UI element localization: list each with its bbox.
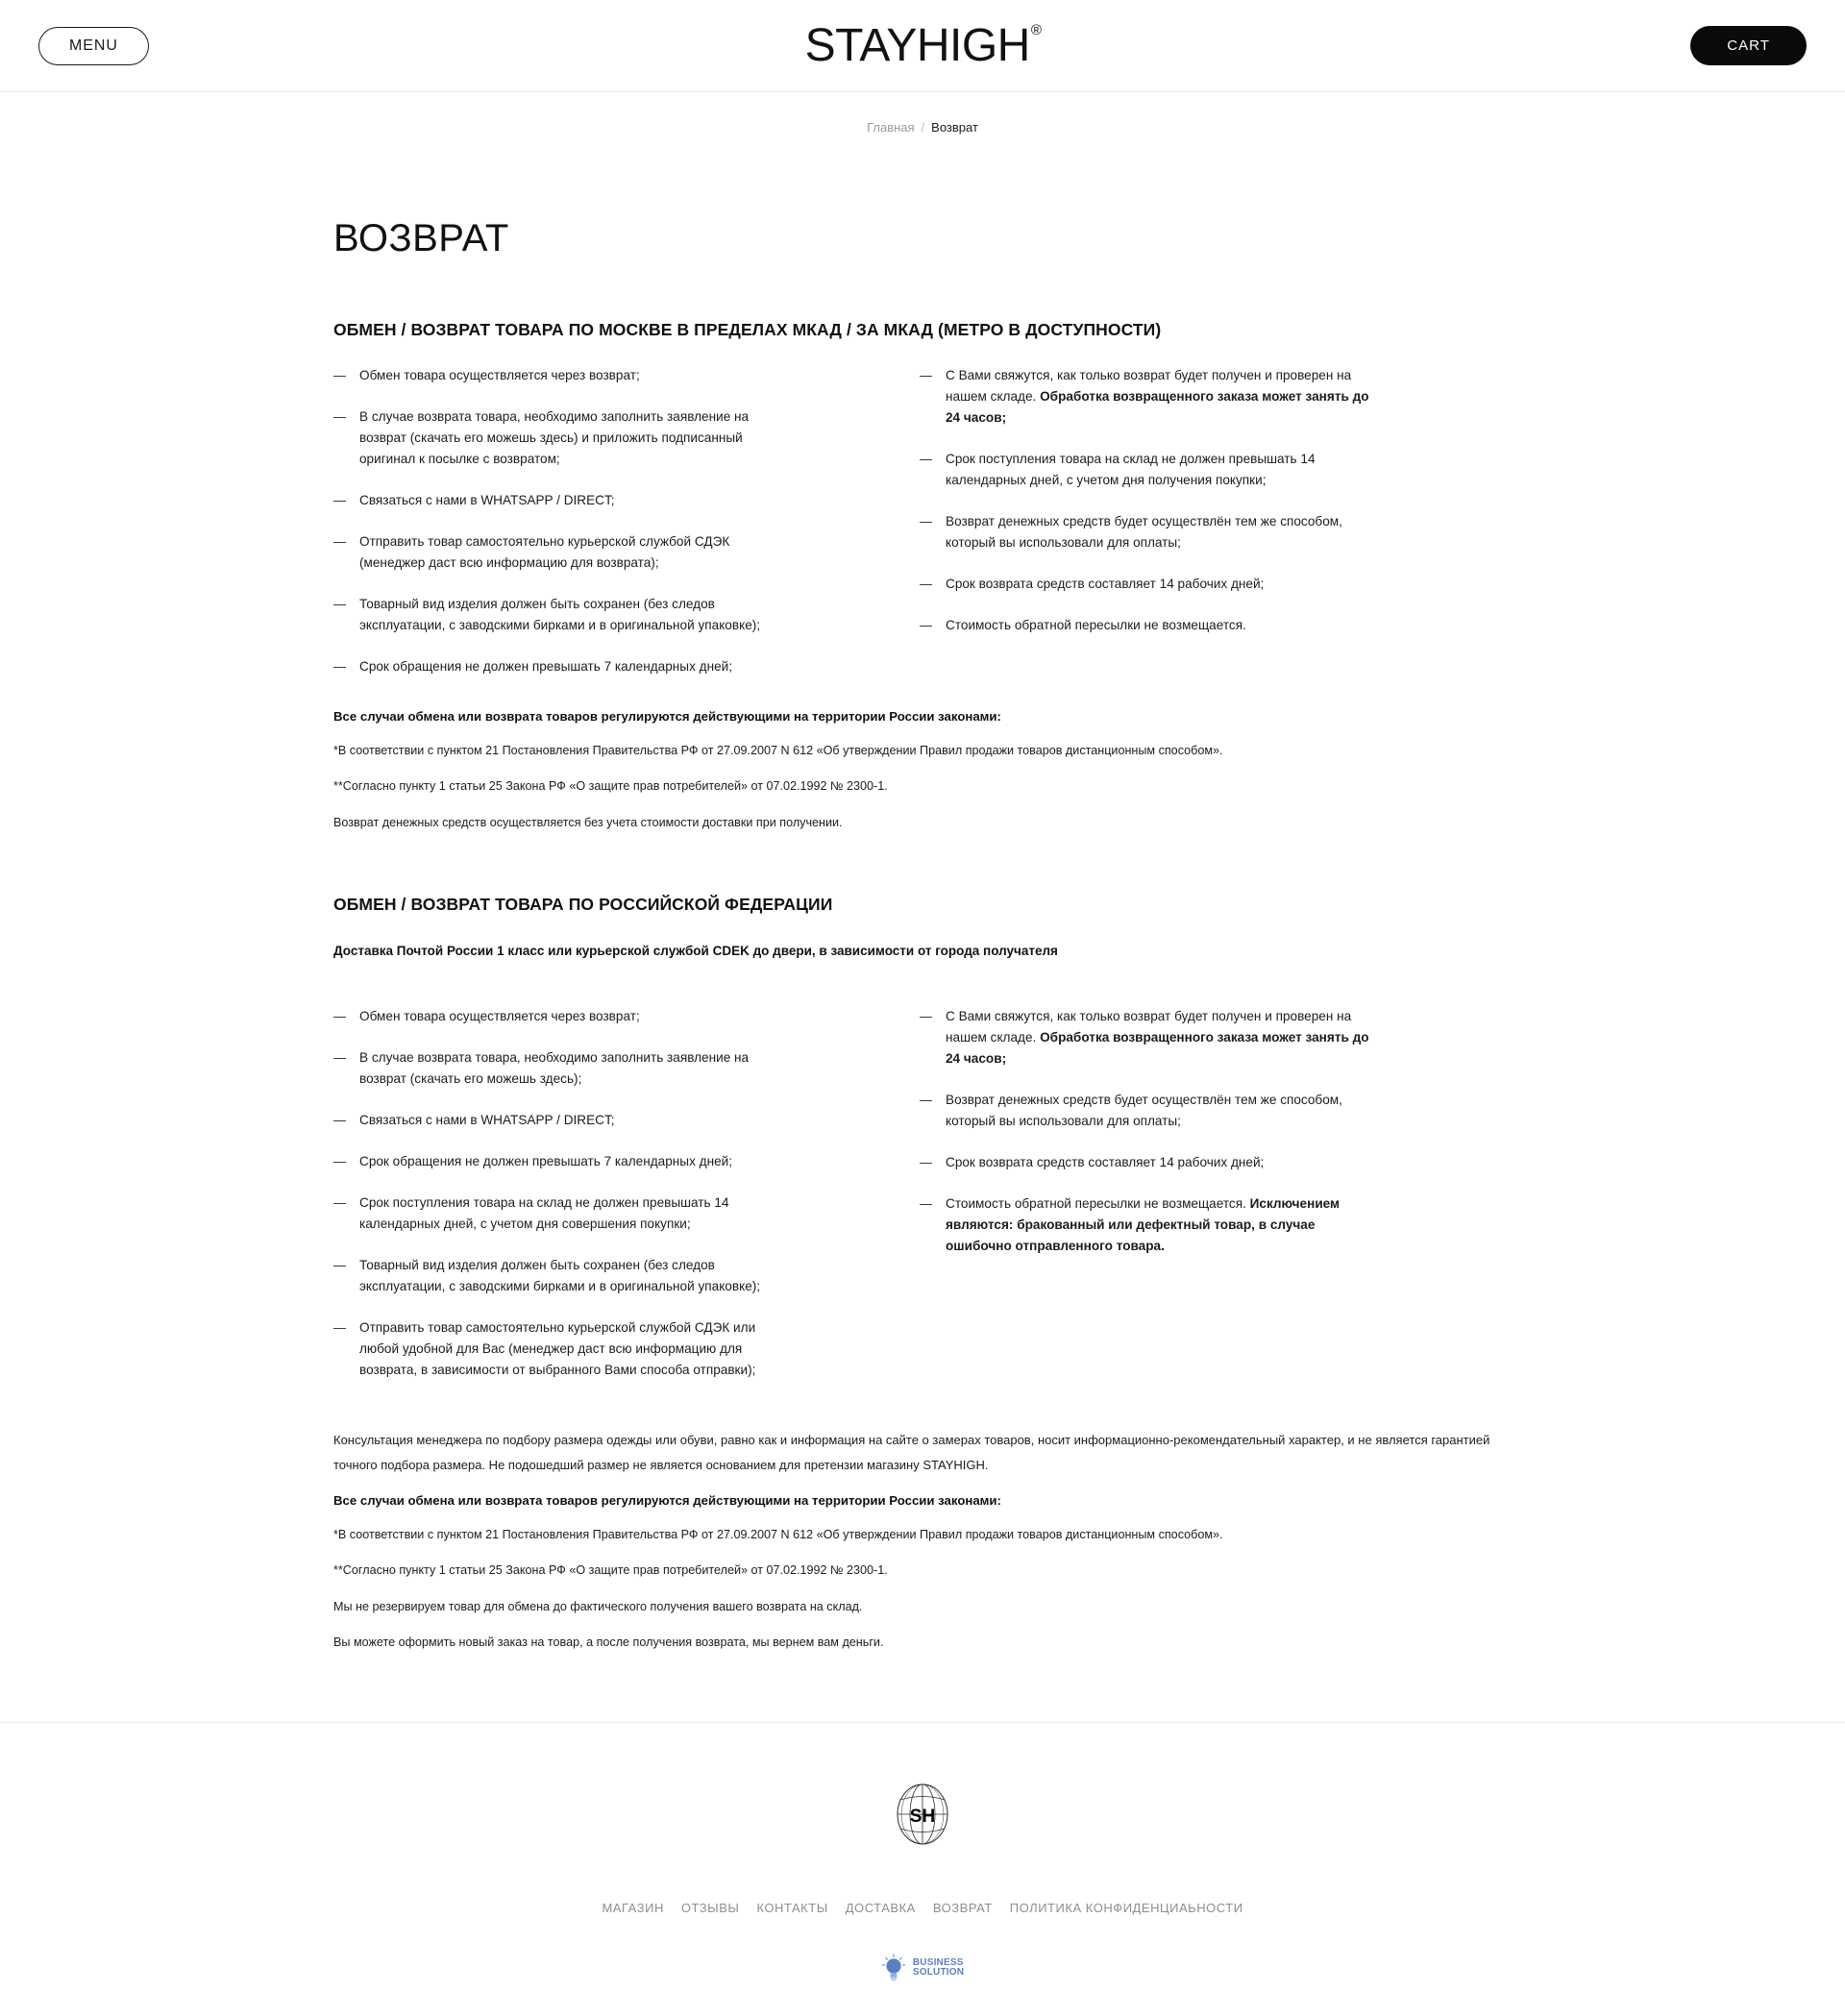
registered-mark-icon: ® <box>1030 21 1042 38</box>
bullet-text: С Вами свяжутся, как только возврат будет получен и проверен на нашем складе. <box>946 1008 1352 1045</box>
cart-button[interactable]: CART <box>1690 26 1807 65</box>
bullet-item: — Срок обращения не должен превышать 7 календарных дней; <box>333 1151 785 1172</box>
section-moscow-legal-lead: Все случаи обмена или возврата товаров регулируются действующими на территории России законами: <box>333 709 1001 725</box>
bullet-emphasis: Обработка возвращенного заказа может занять до 24 часов; <box>946 389 1369 426</box>
bullet-item <box>920 574 1376 595</box>
svg-text:SH: SH <box>909 1807 936 1828</box>
bullet-text: Срок поступления товара на склад не должен превышать 14 календарных дней, с учетом дня получения покупки; <box>946 452 1316 488</box>
bullet-item <box>920 1006 1376 1069</box>
section-moscow-legal <box>333 709 1523 831</box>
page-title: ВОЗВРАТ <box>333 217 509 259</box>
lightbulb-icon <box>881 1954 906 1982</box>
bullet-item: — Связаться с нами в WHATSAPP / DIRECT; <box>333 1110 785 1131</box>
legal-note: **Согласно пункту 1 статьи 25 Закона РФ «О защите прав потребителей» от 07.02.1992 № 2300-1. <box>333 1563 888 1578</box>
bullet-text: Стоимость обратной пересылки не возмещается. <box>946 1196 1250 1211</box>
bullet-item: — В случае возврата товара, необходимо заполнить заявление на возврат (скачать его можешь здесь); <box>333 1047 785 1090</box>
menu-button[interactable]: MENU <box>38 27 149 65</box>
main-content <box>322 217 1523 1651</box>
breadcrumb <box>0 92 1845 135</box>
section-russia-left-column <box>333 1006 920 1401</box>
legal-note: Мы не резервируем товар для обмена до фактического получения вашего возврата на склад. <box>333 1599 863 1613</box>
footer-nav-link-магазин[interactable]: МАГАЗИН <box>602 1901 664 1916</box>
brand-logo-text: STAYHIGH <box>804 19 1030 71</box>
legal-note: *В соответствии с пунктом 21 Постановления Правительства РФ от 27.09.2007 N 612 «Об утверждении Правил продажи товаров дистанционным способом». <box>333 744 1223 758</box>
bullet-item: — В случае возврата товара, необходимо заполнить заявление на возврат (скачать его можешь здесь) и приложить подписанный оригинал к посылке с возвратом; <box>333 406 785 470</box>
section-moscow-right-column <box>920 365 1506 698</box>
section-moscow-columns <box>333 365 1523 698</box>
bullet-item: — Обмен товара осуществляется через возврат; <box>333 365 785 386</box>
section-russia-columns <box>333 1006 1523 1401</box>
footer-nav-link-контакты[interactable]: КОНТАКТЫ <box>756 1901 828 1916</box>
bullet-text: С Вами свяжутся, как только возврат будет получен и проверен на нашем складе. <box>946 368 1352 405</box>
section-russia-subtitle: Доставка Почтой России 1 класс или курьерской службой CDEK до двери, в зависимости от города получателя <box>333 943 1058 958</box>
bullet-item: — Товарный вид изделия должен быть сохранен (без следов эксплуатации, с заводскими бирками и в оригинальной упаковке); <box>333 1255 785 1297</box>
badge-text <box>913 1958 964 1979</box>
bullet-emphasis: Обработка возвращенного заказа может занять до 24 часов; <box>946 1029 1369 1066</box>
globe-logo-icon[interactable] <box>896 1782 949 1851</box>
breadcrumb-separator: / <box>921 120 925 135</box>
bullet-item <box>920 1152 1376 1173</box>
badge-line-2: SOLUTION <box>912 1967 965 1979</box>
section-moscow-heading: ОБМЕН / ВОЗВРАТ ТОВАРА ПО МОСКВЕ В ПРЕДЕЛАХ МКАД / ЗА МКАД (МЕТРО В ДОСТУПНОСТИ) <box>333 320 1162 339</box>
badge-line-1: BUSINESS <box>912 1956 964 1968</box>
section-moscow-right-list <box>920 365 1506 636</box>
site-footer <box>0 1723 1845 2016</box>
bullet-item: — Отправить товар самостоятельно курьерской службой СДЭК или любой удобной для Вас (менеджер даст всю информацию для возврата, в зависимости от выбранного Вами способа отправки); <box>333 1317 785 1381</box>
bullet-item <box>920 1090 1376 1132</box>
bullet-item: — Срок поступления товара на склад не должен превышать 14 календарных дней, с учетом дня совершения покупки; <box>333 1192 785 1235</box>
bullet-text: Срок возврата средств составляет 14 рабочих дней; <box>946 1154 1265 1169</box>
bullet-item <box>920 615 1376 636</box>
bullet-text: Возврат денежных средств будет осуществлён тем же способом, который вы использовали для оплаты; <box>946 1092 1342 1128</box>
section-russia-legal-lead: Все случаи обмена или возврата товаров регулируются действующими на территории России законами: <box>333 1493 1001 1509</box>
bullet-item <box>920 449 1376 491</box>
site-header <box>0 0 1845 92</box>
footer-nav-link-доставка[interactable]: ДОСТАВКА <box>845 1901 916 1916</box>
footer-nav-link-отзывы[interactable]: ОТЗЫВЫ <box>680 1901 740 1916</box>
section-russia-heading: ОБМЕН / ВОЗВРАТ ТОВАРА ПО РОССИЙСКОЙ ФЕДЕРАЦИИ <box>333 894 833 914</box>
bullet-item: — Связаться с нами в WHATSAPP / DIRECT; <box>333 490 785 511</box>
bullet-text: Возврат денежных средств будет осуществлён тем же способом, который вы использовали для оплаты; <box>946 514 1342 551</box>
section-moscow-left-column <box>333 365 920 698</box>
bullet-item: — Обмен товара осуществляется через возврат; <box>333 1006 785 1027</box>
section-moscow-legal-notes <box>333 742 1523 831</box>
section-russia-right-list <box>920 1006 1506 1257</box>
bullet-emphasis: Исключением являются: бракованный или дефектный товар, в случае ошибочно отправленного товара. <box>946 1196 1341 1254</box>
breadcrumb-home-link[interactable]: Главная <box>867 120 915 135</box>
bullet-text: Срок возврата средств составляет 14 рабочих дней; <box>946 577 1265 592</box>
legal-note: Вы можете оформить новый заказ на товар, а после получения возврата, мы вернем вам деньги. <box>333 1635 884 1649</box>
bullet-item <box>920 1193 1376 1257</box>
section-russia-right-column <box>920 1006 1506 1401</box>
section-russia-legal-notes <box>333 1526 1523 1651</box>
bullet-item <box>920 365 1376 429</box>
footer-nav-link-политика-конфиденциаьности[interactable]: ПОЛИТИКА КОНФИДЕНЦИАЬНОСТИ <box>1009 1901 1243 1916</box>
legal-note: *В соответствии с пунктом 21 Постановления Правительства РФ от 27.09.2007 N 612 «Об утверждении Правил продажи товаров дистанционным способом». <box>333 1528 1223 1542</box>
section-russia-legal <box>333 1428 1523 1651</box>
footer-nav <box>0 1901 1845 1915</box>
legal-note: **Согласно пункту 1 статьи 25 Закона РФ «О защите прав потребителей» от 07.02.1992 № 2300-1. <box>333 779 888 794</box>
section-moscow-left-list <box>333 365 920 677</box>
section-moscow <box>333 320 1523 831</box>
bullet-item: — Отправить товар самостоятельно курьерской службой СДЭК (менеджер даст всю информацию для возврата); <box>333 531 785 574</box>
breadcrumb-current: Возврат <box>931 120 978 135</box>
legal-note: Возврат денежных средств осуществляется без учета стоимости доставки при получении. <box>333 815 843 829</box>
footer-nav-link-возврат[interactable]: ВОЗВРАТ <box>932 1901 993 1916</box>
brand-logo[interactable] <box>804 19 1042 71</box>
bullet-item: — Срок обращения не должен превышать 7 календарных дней; <box>333 656 785 677</box>
section-russia-left-list <box>333 1006 920 1381</box>
bullet-text: Стоимость обратной пересылки не возмещается. <box>946 618 1246 633</box>
section-russia-intro-paragraph: Консультация менеджера по подбору размера одежды или обуви, равно как и информация на сайте о замерах товаров, носит информационно-рекомендательный характер, и не является гарантией точного подбора размера. Не подошедший размер не является основанием для претензии магазину STAYHIGH. <box>333 1433 1490 1473</box>
bullet-item: — Товарный вид изделия должен быть сохранен (без следов эксплуатации, с заводскими бирками и в оригинальной упаковке); <box>333 594 785 636</box>
business-solution-badge[interactable] <box>881 1954 964 1982</box>
section-russia <box>333 895 1523 1651</box>
bullet-item <box>920 511 1376 553</box>
